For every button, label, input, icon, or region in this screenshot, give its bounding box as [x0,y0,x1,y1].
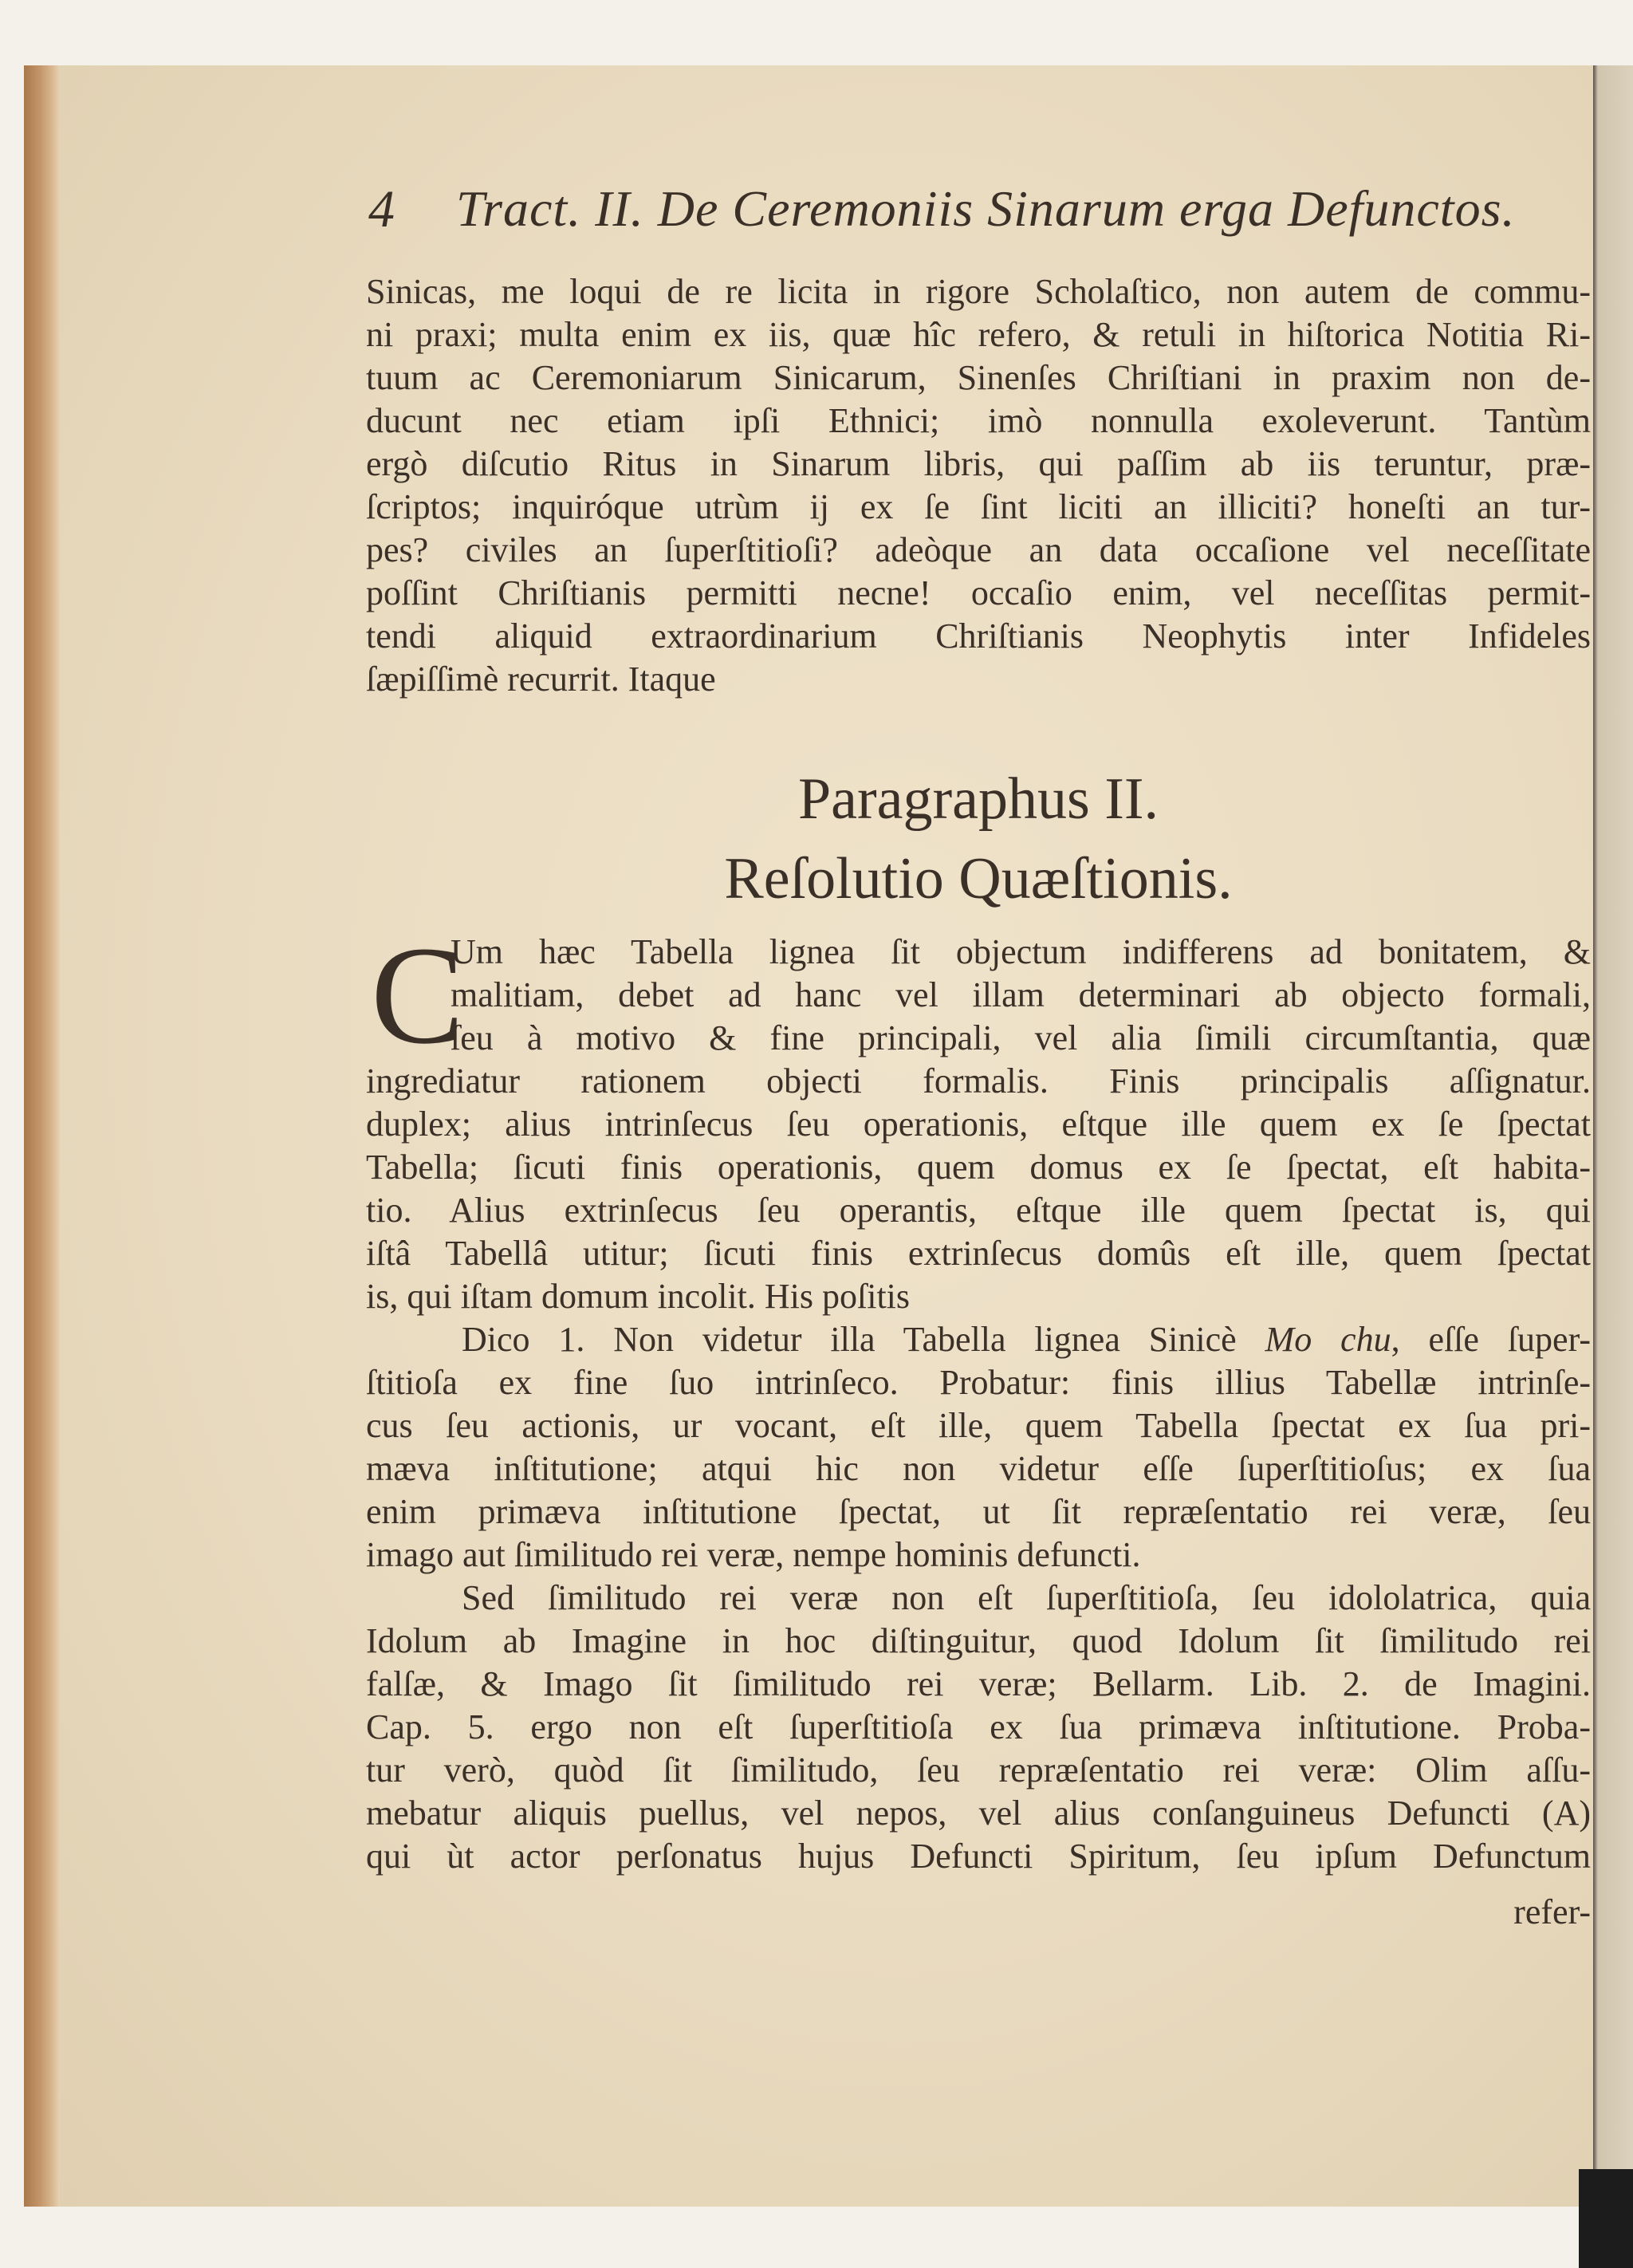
text-line: ducunt nec etiam ipſi Ethnici; imò nonnulla exoleverunt. Tantùm [366,401,1591,440]
text-line: ingrediatur rationem objecti formalis. Finis principalis aſſignatur. [366,1061,1591,1101]
text-line: falſæ, & Imago ſit ſimilitudo rei veræ; Bellarm. Lib. 2. de Imagini. [366,1664,1591,1703]
text-line: mæva inſtitutione; atqui hic non videtur eſſe ſuperſtitioſus; ex ſua [366,1449,1591,1488]
paragraph-continued [366,270,1591,701]
drop-cap: C [371,918,465,1073]
text-line: mebatur aliquis puellus, vel nepos, vel alius conſanguineus Defuncti (A) [366,1794,1591,1833]
text-line: ſtitioſa ex fine ſuo intrinſeco. Probatur: finis illius Tabellæ intrinſe- [366,1363,1591,1402]
text-line: ſæpiſſimè recurrit. Itaque [366,660,716,699]
text-line: is, qui iſtam domum incolit. His poſitis [366,1277,911,1316]
text-line: imago aut ſimilitudo rei veræ, nempe hominis defuncti. [366,1535,1141,1574]
text-line: duplex; alius intrinſecus ſeu operationis, eſtque ille quem ex ſe ſpectat [366,1104,1591,1144]
text-line: Dico 1. Non videtur illa Tabella lignea Sinicè Mo chu, eſſe ſuper- [462,1320,1591,1359]
catchword: refer- [1513,1892,1591,1931]
bookmark-ribbon [1579,2169,1633,2268]
section-heading: Paragraphus II. [797,766,1159,832]
text-line: Sinicas, me loqui de re licita in rigore Scholaſtico, non autem de commu- [366,272,1591,311]
text-line: Idolum ab Imagine in hoc diſtinguitur, quod Idolum ſit ſimilitudo rei [366,1621,1591,1660]
text-line: tur verò, quòd ſit ſimilitudo, ſeu repræſentatio rei veræ: Olim aſſu- [366,1750,1591,1790]
page-number: 4 [368,180,395,238]
adjacent-page-edge [1593,65,1633,2207]
text-line: Tabella; ſicuti finis operationis, quem domus ex ſe ſpectat, eſt habita- [366,1148,1591,1187]
text-line: Um hæc Tabella lignea ſit objectum indifferens ad bonitatem, & [451,932,1591,971]
paragraph-resolutio [366,918,1591,1934]
text-line: tendi aliquid extraordinarium Chriſtianis Neophytis inter Infideles [366,616,1591,656]
text-line: Cap. 5. ergo non eſt ſuperſtitioſa ex ſua primæva inſtitutione. Proba- [366,1707,1591,1746]
section-subheading: Reſolutio Quæſtionis. [724,846,1233,912]
text-line: iſtâ Tabellâ utitur; ſicuti finis extrinſecus domûs eſt ille, quem ſpectat [366,1234,1591,1273]
text-line: qui ùt actor perſonatus hujus Defuncti Spiritum, ſeu ipſum Defunctum [366,1837,1591,1876]
text-line: cus ſeu actionis, ur vocant, eſt ille, quem Tabella ſpectat ex ſua pri- [366,1406,1591,1445]
running-title: Tract. II. De Ceremoniis Sinarum erga Defunctos. [456,180,1516,237]
text-line: poſſint Chriſtianis permitti necne! occaſio enim, vel neceſſitas permit- [366,573,1591,612]
page-gutter-edge [24,65,60,2207]
text-line: ni praxi; multa enim ex iis, quæ hîc refero, & retuli in hiſtorica Notitia Ri- [366,315,1591,354]
text-line: tio. Alius extrinſecus ſeu operantis, eſtque ille quem ſpectat is, qui [366,1191,1591,1230]
text-line: ſeu à motivo & fine principali, vel alia ſimili circumſtantia, quæ [451,1018,1591,1057]
text-line: tuum ac Ceremoniarum Sinicarum, Sinenſes Chriſtiani in praxim non de- [366,358,1591,397]
text-line: Sed ſimilitudo rei veræ non eſt ſuperſtitioſa, ſeu idololatrica, quia [462,1578,1591,1617]
text-line: ſcriptos; inquiróque utrùm ij ex ſe ſint liciti an illiciti? honeſti an tur- [366,487,1591,526]
text-line: pes? civiles an ſuperſtitioſi? adeòque an data occaſione vel neceſſitate [366,530,1591,569]
running-head [360,179,1595,243]
text-line: malitiam, debet ad hanc vel illam determinari ab objecto formali, [451,975,1591,1014]
text-line: enim primæva inſtitutione ſpectat, ut ſit repræſentatio rei veræ, ſeu [366,1492,1591,1531]
text-line: ergò diſcutio Ritus in Sinarum libris, qui paſſim ab iis teruntur, præ- [366,444,1591,483]
